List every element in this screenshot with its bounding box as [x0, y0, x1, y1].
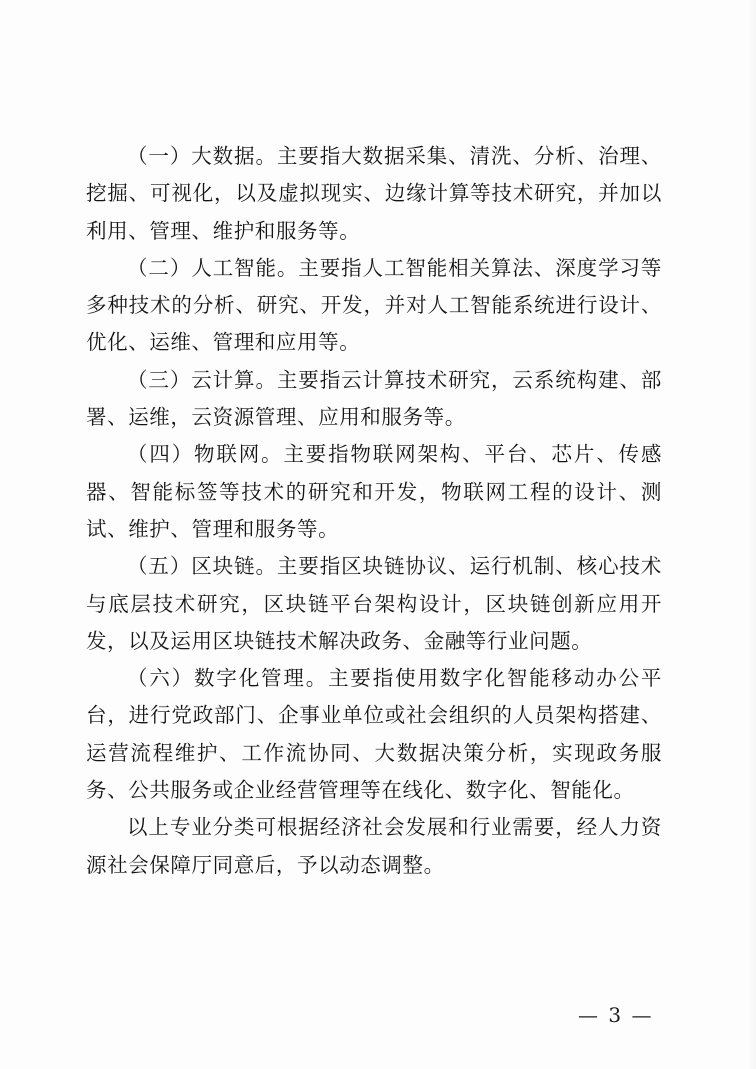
paragraph-internet-of-things: （四）物联网。主要指物联网架构、平台、芯片、传感器、智能标签等技术的研究和开发，物联网工程的设计、测试、维护、管理和服务等。 — [86, 442, 662, 541]
page-edge-shadow — [748, 0, 756, 1069]
paragraph-closing-note: 以上专业分类可根据经济社会发展和行业需要，经人力资源社会保障厅同意后，予以动态调整。 — [86, 815, 662, 877]
paragraph-big-data: （一）大数据。主要指大数据采集、清洗、分析、治理、挖掘、可视化，以及虚拟现实、边缘计算等技术研究，并加以利用、管理、维护和服务等。 — [86, 144, 662, 243]
paragraph-digital-management: （六）数字化管理。主要指使用数字化智能移动办公平台，进行党政部门、企事业单位或社会组织的人员架构搭建、运营流程维护、工作流协同、大数据决策分析，实现政务服务、公共服务或企业经营管理等在线化、数字化、智能化。 — [86, 666, 662, 803]
paragraph-cloud-computing: （三）云计算。主要指云计算技术研究，云系统构建、部署、运维，云资源管理、应用和服务等。 — [86, 367, 662, 430]
paragraph-artificial-intelligence: （二）人工智能。主要指人工智能相关算法、深度学习等多种技术的分析、研究、开发，并对人工智能系统进行设计、优化、运维、管理和应用等。 — [86, 255, 662, 355]
page-number: — 3 — — [578, 1003, 654, 1027]
document-body — [86, 138, 662, 884]
paragraph-blockchain: （五）区块链。主要指区块链协议、运行机制、核心技术与底层技术研究，区块链平台架构设计，区块链创新应用开发，以及运用区块链技术解决政务、金融等行业问题。 — [86, 554, 662, 653]
